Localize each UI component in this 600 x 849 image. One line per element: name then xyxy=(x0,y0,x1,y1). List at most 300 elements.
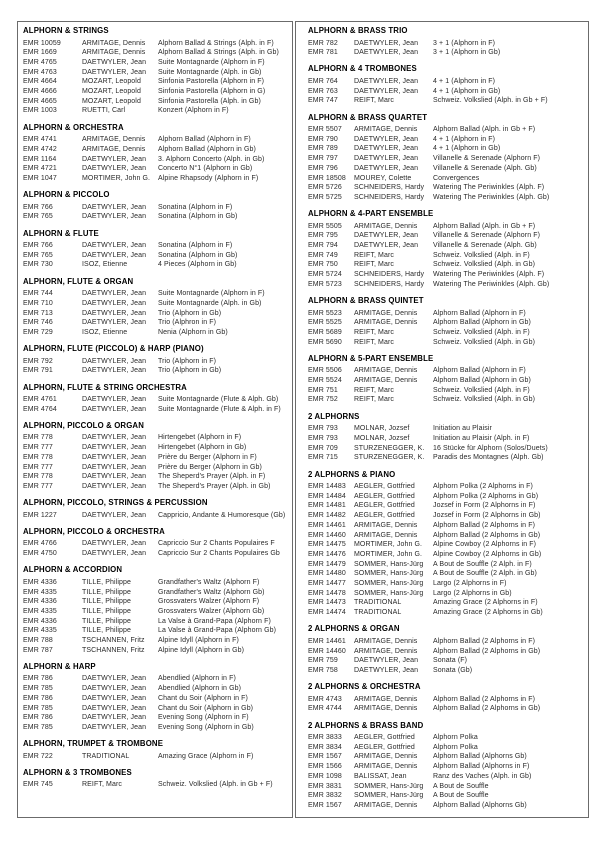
piece-title: Hirtengebet (Alphorn in F) xyxy=(158,434,242,442)
catalog-row xyxy=(23,511,288,521)
piece-title: Villanelle & Serenade (Alph. Gb) xyxy=(433,164,537,172)
composer: TILLE, Philippe xyxy=(82,627,131,635)
catalog-section xyxy=(308,113,584,203)
composer: TSCHANNEN, Fritz xyxy=(82,637,145,645)
composer: ARMITAGE, Dennis xyxy=(354,309,418,317)
catalog-row xyxy=(308,666,584,676)
piece-title: Sonatina (Alphorn in F) xyxy=(158,203,233,211)
emr-number: EMR 1567 xyxy=(308,801,342,809)
emr-number: EMR 787 xyxy=(23,646,53,654)
section-title: ALPHORN, PICCOLO & ORCHESTRA xyxy=(23,526,165,536)
emr-number: EMR 766 xyxy=(23,203,53,211)
emr-number: EMR 793 xyxy=(308,425,338,433)
piece-title: Largo (2 Alphorns in F) xyxy=(433,580,507,588)
catalog-row xyxy=(23,328,288,338)
catalog-row xyxy=(23,607,288,617)
composer: SOMMER, Hans-Jürg xyxy=(354,589,424,597)
composer: BALISSAT, Jean xyxy=(354,772,407,780)
piece-title: Amazing Grace (2 Alphorns in F) xyxy=(433,599,538,607)
composer: DAETWYLER, Jean xyxy=(82,290,147,298)
catalog-row xyxy=(308,801,584,811)
piece-title: Cappricio, Andante & Humoresque (Gb) xyxy=(158,511,286,519)
section-title: ALPHORN & 4-PART ENSEMBLE xyxy=(308,209,434,219)
composer: TILLE, Philippe xyxy=(82,607,131,615)
piece-title: Alphorn Ballad (2 Alphorns in Gb) xyxy=(433,705,541,713)
section-title: ALPHORN, FLUTE & STRING ORCHESTRA xyxy=(23,382,187,392)
emr-number: EMR 794 xyxy=(308,242,338,250)
catalog-row xyxy=(23,780,288,790)
emr-number: EMR 14473 xyxy=(308,599,346,607)
emr-number: EMR 14476 xyxy=(308,550,346,558)
piece-title: Alpine Rhapsody (Alphorn in F) xyxy=(158,174,259,182)
catalog-section xyxy=(308,470,584,618)
section-title: ALPHORN & BRASS TRIO xyxy=(308,26,408,35)
emr-number: EMR 797 xyxy=(308,155,338,163)
composer: DAETWYLER, Jean xyxy=(354,155,419,163)
catalog-row xyxy=(308,608,584,618)
piece-title: Alphorn Polka xyxy=(433,734,478,742)
emr-number: EMR 1567 xyxy=(308,753,342,761)
catalog-row xyxy=(308,386,584,396)
catalog-section xyxy=(23,277,288,338)
composer: ARMITAGE, Dennis xyxy=(354,637,418,645)
piece-title: Amazing Grace (Alphorn in F) xyxy=(158,752,254,760)
composer: MORTIMER, John G. xyxy=(354,550,423,558)
composer: DAETWYLER, Jean xyxy=(82,367,147,375)
emr-number: EMR 765 xyxy=(23,213,53,221)
catalog-row xyxy=(23,68,288,78)
piece-title: Grandfather's Waltz (Alphorn F) xyxy=(158,578,260,586)
composer: SCHNEIDERS, Hardy xyxy=(354,193,425,201)
catalog-row xyxy=(308,328,584,338)
piece-title: Alphorn Ballad (Alph. in Gb + F) xyxy=(433,126,536,134)
catalog-row xyxy=(308,434,584,444)
piece-title: Jozsef in Form (2 Alphorns in F) xyxy=(433,502,536,510)
catalog-row xyxy=(23,617,288,627)
catalog-section xyxy=(308,209,584,289)
emr-number: EMR 4335 xyxy=(23,588,57,596)
catalog-section xyxy=(308,682,584,714)
catalog-row xyxy=(23,482,288,492)
piece-title: The Sheperd's Prayer (Alph. in Gb) xyxy=(158,483,271,490)
piece-title: Watering The Periwinkles (Alph. F) xyxy=(433,184,545,192)
section-title: ALPHORN & STRINGS xyxy=(23,26,109,35)
piece-title: Alphorn Ballad & Strings (Alph. in F) xyxy=(158,39,274,47)
emr-number: EMR 14482 xyxy=(308,512,346,520)
emr-number: EMR 14460 xyxy=(308,647,346,655)
catalog-row xyxy=(308,647,584,657)
catalog-section xyxy=(23,344,288,376)
catalog-row xyxy=(23,723,288,733)
composer: DAETWYLER, Jean xyxy=(82,540,147,548)
piece-title: 16 Stücke für Alphorn (Solos/Duets) xyxy=(433,444,548,452)
catalog-section xyxy=(23,383,288,415)
composer: TILLE, Philippe xyxy=(82,617,131,625)
composer: DAETWYLER, Jean xyxy=(82,714,147,722)
section-title: ALPHORN & PICCOLO xyxy=(23,190,110,200)
piece-title: 3 + 1 (Alphorn in F) xyxy=(433,39,496,47)
piece-title: Initiation au Plaisir xyxy=(433,425,492,433)
piece-title: Alphorn Ballad (2 Alphorns in F) xyxy=(433,695,536,703)
piece-title: 4 + 1 (Alphorn in Gb) xyxy=(433,87,501,95)
piece-title: Alphorn Ballad (Alphorn in F) xyxy=(433,367,526,375)
emr-number: EMR 5725 xyxy=(308,193,342,201)
piece-title: Paradis des Montagnes (Alph. Gb) xyxy=(433,454,544,462)
emr-number: EMR 5724 xyxy=(308,271,342,279)
emr-number: EMR 4336 xyxy=(23,617,57,625)
composer: DAETWYLER, Jean xyxy=(82,165,147,173)
piece-title: 4 + 1 (Alphorn in Gb) xyxy=(433,145,501,153)
composer: MORTIMER, John G. xyxy=(82,174,151,182)
catalog-section xyxy=(308,721,584,811)
composer: MORTIMER, John G. xyxy=(354,541,423,549)
composer: DAETWYLER, Jean xyxy=(354,135,419,143)
emr-number: EMR 778 xyxy=(23,473,53,481)
emr-number: EMR 1669 xyxy=(23,49,57,57)
piece-title: Capriccio Sur 2 Chants Populaires Gb xyxy=(158,550,280,558)
composer: DAETWYLER, Jean xyxy=(82,203,147,211)
piece-title: The Sheperd's Prayer (Alph. in F) xyxy=(158,473,266,481)
piece-title: Trio (Alphorn in Gb) xyxy=(158,367,222,375)
section-title: ALPHORN & ACCORDION xyxy=(23,565,123,575)
emr-number: EMR 4742 xyxy=(23,145,57,153)
emr-number: EMR 4665 xyxy=(23,97,57,105)
emr-number: EMR 1566 xyxy=(308,763,342,771)
emr-number: EMR 10059 xyxy=(23,39,61,47)
catalog-row xyxy=(23,713,288,723)
catalog-row xyxy=(23,39,288,49)
section-title: 2 ALPHORNS & ORGAN xyxy=(308,624,400,634)
emr-number: EMR 785 xyxy=(23,704,53,712)
emr-number: EMR 4664 xyxy=(23,78,57,86)
composer: ARMITAGE, Dennis xyxy=(82,136,146,144)
catalog-row xyxy=(23,260,288,270)
piece-title: Grossvaters Walzer (Alphorn Gb) xyxy=(158,607,265,615)
composer: MOUREY, Colette xyxy=(354,174,412,182)
composer: DAETWYLER, Jean xyxy=(82,463,147,471)
section-title: ALPHORN & 3 TROMBONES xyxy=(23,767,132,777)
catalog-row xyxy=(23,241,288,251)
emr-number: EMR 777 xyxy=(23,483,53,490)
piece-title: Suite Montagnarde (Alphorn in F) xyxy=(158,58,265,66)
emr-number: EMR 4335 xyxy=(23,607,57,615)
emr-number: EMR 14481 xyxy=(308,502,346,510)
catalog-row xyxy=(308,174,584,184)
catalog-row xyxy=(23,472,288,482)
composer: AEGLER, Gottfried xyxy=(354,743,415,751)
composer: DAETWYLER, Jean xyxy=(82,685,147,693)
catalog-row xyxy=(23,289,288,299)
catalog-row xyxy=(308,96,584,106)
emr-number: EMR 4766 xyxy=(23,540,57,548)
composer: DAETWYLER, Jean xyxy=(354,657,419,665)
catalog-row xyxy=(23,463,288,473)
piece-title: Alphorn Ballad (Alphorn in Gb) xyxy=(433,319,531,327)
emr-number: EMR 786 xyxy=(23,714,53,722)
catalog-section xyxy=(308,64,584,106)
piece-title: Evening Song (Alphorn in Gb) xyxy=(158,723,254,731)
emr-number: EMR 777 xyxy=(23,463,53,471)
piece-title: Alphorn Ballad (2 Alphorns in Gb) xyxy=(433,647,541,655)
piece-title: La Valse à Grand-Papa (Alphorn Gb) xyxy=(158,627,277,635)
piece-title: Grandfather's Waltz (Alphorn Gb) xyxy=(158,588,265,596)
emr-number: EMR 14475 xyxy=(308,541,346,549)
catalog-row xyxy=(23,135,288,145)
piece-title: Alphorn Ballad (Alphorns Gb) xyxy=(433,801,527,809)
section-title: ALPHORN, PICCOLO & ORGAN xyxy=(23,420,144,430)
catalog-section xyxy=(308,354,584,405)
composer: TRADITIONAL xyxy=(82,752,130,760)
emr-number: EMR 5726 xyxy=(308,184,342,192)
catalog-section xyxy=(23,190,288,222)
catalog-row xyxy=(308,222,584,232)
composer: ARMITAGE, Dennis xyxy=(354,763,418,771)
composer: MOLNAR, Jozsef xyxy=(354,425,410,433)
piece-title: Sonatina (Alphorn in Gb) xyxy=(158,251,238,259)
emr-number: EMR 1003 xyxy=(23,107,57,115)
catalog-row xyxy=(308,695,584,705)
emr-number: EMR 777 xyxy=(23,444,53,452)
emr-number: EMR 722 xyxy=(23,752,53,760)
piece-title: Jozsef in Form (2 Alphorns in Gb) xyxy=(433,512,541,520)
composer: RUETTI, Carl xyxy=(82,107,126,115)
piece-title: Alphorn Ballad (Alphorn in F) xyxy=(158,136,251,144)
composer: DAETWYLER, Jean xyxy=(82,444,147,452)
composer: SCHNEIDERS, Hardy xyxy=(354,280,425,288)
emr-number: EMR 5523 xyxy=(308,309,342,317)
piece-title: Alphorn Ballad (Alphorn in Gb) xyxy=(433,377,531,385)
composer: TILLE, Philippe xyxy=(82,598,131,606)
emr-number: EMR 744 xyxy=(23,290,53,298)
catalog-row xyxy=(308,231,584,241)
catalog-row xyxy=(308,743,584,753)
composer: DAETWYLER, Jean xyxy=(82,675,147,683)
catalog-row xyxy=(23,309,288,319)
emr-number: EMR 786 xyxy=(23,694,53,702)
catalog-section xyxy=(308,624,584,675)
catalog-row xyxy=(308,395,584,405)
catalog-row xyxy=(23,597,288,607)
composer: TSCHANNEN, Fritz xyxy=(82,646,145,654)
composer: DAETWYLER, Jean xyxy=(354,242,419,250)
catalog-row xyxy=(23,318,288,328)
catalog-section xyxy=(308,412,584,463)
catalog-row xyxy=(308,87,584,97)
emr-number: EMR 14461 xyxy=(308,637,346,645)
catalog-row xyxy=(308,241,584,251)
composer: ARMITAGE, Dennis xyxy=(354,377,418,385)
emr-number: EMR 4336 xyxy=(23,578,57,586)
emr-number: EMR 793 xyxy=(308,434,338,442)
composer: SCHNEIDERS, Hardy xyxy=(354,271,425,279)
catalog-section xyxy=(23,26,288,116)
catalog-row xyxy=(23,155,288,165)
piece-title: Alpine Idyll (Alphorn in Gb) xyxy=(158,646,245,654)
catalog-row xyxy=(23,578,288,588)
catalog-row xyxy=(308,39,584,49)
catalog-row xyxy=(308,366,584,376)
piece-title: Prière du Berger (Alphorn in Gb) xyxy=(158,463,262,471)
catalog-row xyxy=(23,97,288,107)
section-title: ALPHORN, FLUTE (PICCOLO) & HARP (PIANO) xyxy=(23,344,204,354)
composer: ARMITAGE, Dennis xyxy=(354,705,418,713)
piece-title: Chant du Soir (Alphorn in F) xyxy=(158,694,248,702)
catalog-row xyxy=(308,772,584,782)
piece-title: Abendlied (Alphorn in Gb) xyxy=(158,685,242,693)
piece-title: A Bout de Souffle (2 Alph. in Gb) xyxy=(433,570,537,578)
composer: DAETWYLER, Jean xyxy=(82,242,147,250)
composer: TILLE, Philippe xyxy=(82,578,131,586)
emr-number: EMR 710 xyxy=(23,299,53,307)
piece-title: Trio (Alphron in F) xyxy=(158,319,217,327)
catalog-row xyxy=(308,309,584,319)
composer: DAETWYLER, Jean xyxy=(82,58,147,66)
catalog-row xyxy=(23,357,288,367)
catalog-row xyxy=(308,338,584,348)
catalog-row xyxy=(23,366,288,376)
catalog-row xyxy=(308,48,584,58)
piece-title: Alphorn Ballad (Alph. in Gb + F) xyxy=(433,222,536,230)
catalog-row xyxy=(23,58,288,68)
piece-title: Alpine Cowboy (2 Alphorns in Gb) xyxy=(433,550,542,558)
piece-title: A Bout de Souffle xyxy=(433,792,489,800)
composer: DAETWYLER, Jean xyxy=(82,251,147,259)
piece-title: Suite Montagnarde (Flute & Alph. in F) xyxy=(158,405,281,413)
piece-title: Alphorn Ballad (2 Alphorns in Gb) xyxy=(433,531,541,539)
emr-number: EMR 3831 xyxy=(308,782,342,790)
catalog-row xyxy=(308,733,584,743)
piece-title: Alphorn Ballad (2 Alphorns in F) xyxy=(433,521,536,529)
composer: ARMITAGE, Dennis xyxy=(354,753,418,761)
piece-title: Alphorn Ballad (Alphorn in F) xyxy=(433,309,526,317)
section-title: ALPHORN & HARP xyxy=(23,661,96,671)
emr-number: EMR 4336 xyxy=(23,598,57,606)
catalog-section xyxy=(23,229,288,271)
emr-number: EMR 788 xyxy=(23,637,53,645)
composer: DAETWYLER, Jean xyxy=(354,77,419,85)
composer: REIFT, Marc xyxy=(354,386,394,394)
catalog-row xyxy=(308,589,584,599)
catalog-row xyxy=(308,270,584,280)
composer: TRADITIONAL xyxy=(354,609,402,617)
catalog-row xyxy=(308,280,584,290)
composer: DAETWYLER, Jean xyxy=(354,39,419,47)
emr-number: EMR 14460 xyxy=(308,531,346,539)
catalog-row xyxy=(23,212,288,222)
catalog-row xyxy=(308,135,584,145)
piece-title: Schweiz. Volkslied (Alph. in Gb + F) xyxy=(433,97,548,105)
emr-number: EMR 4750 xyxy=(23,550,57,558)
catalog-row xyxy=(308,144,584,154)
piece-title: 4 + 1 (Alphorn in F) xyxy=(433,77,496,85)
emr-number: EMR 749 xyxy=(308,251,338,259)
piece-title: Schweiz. Volkslied (Alph. in F) xyxy=(433,328,530,336)
composer: ARMITAGE, Dennis xyxy=(82,145,146,153)
composer: DAETWYLER, Jean xyxy=(82,319,147,327)
catalog-row xyxy=(23,704,288,714)
catalog-row xyxy=(23,443,288,453)
catalog-row xyxy=(308,492,584,502)
composer: DAETWYLER, Jean xyxy=(82,453,147,461)
composer: DAETWYLER, Jean xyxy=(354,232,419,240)
piece-title: Alphorn Polka (2 Alphorns in Gb) xyxy=(433,492,539,500)
catalog-row xyxy=(308,521,584,531)
piece-title: Alphorn Polka (2 Alphorns in F) xyxy=(433,483,533,490)
catalog-row xyxy=(23,77,288,87)
catalog-row xyxy=(23,145,288,155)
section-title: ALPHORN & FLUTE xyxy=(23,228,99,238)
piece-title: Watering The Periwinkles (Alph. Gb) xyxy=(433,280,550,288)
piece-title: Alphorn Ballad (Alphorns in F) xyxy=(433,763,530,771)
piece-title: Watering The Periwinkles (Alph. F) xyxy=(433,271,545,279)
piece-title: Alphorn Ballad & Strings (Alph. in Gb) xyxy=(158,49,279,57)
emr-number: EMR 747 xyxy=(308,97,338,105)
composer: DAETWYLER, Jean xyxy=(82,473,147,481)
section-title: ALPHORN, TRUMPET & TROMBONE xyxy=(23,739,164,749)
composer: DAETWYLER, Jean xyxy=(354,164,419,172)
catalog-row xyxy=(23,395,288,405)
emr-number: EMR 5723 xyxy=(308,280,342,288)
catalog-row xyxy=(308,251,584,261)
emr-number: EMR 5525 xyxy=(308,319,342,327)
composer: REIFT, Marc xyxy=(354,396,394,404)
composer: ARMITAGE, Dennis xyxy=(354,521,418,529)
section-title: ALPHORN & ORCHESTRA xyxy=(23,122,124,132)
composer: DAETWYLER, Jean xyxy=(82,68,147,76)
catalog-page xyxy=(17,21,589,818)
section-title: 2 ALPHORNS & ORCHESTRA xyxy=(308,682,421,692)
composer: SCHNEIDERS, Hardy xyxy=(354,184,425,192)
catalog-row xyxy=(308,77,584,87)
catalog-row xyxy=(308,125,584,135)
emr-number: EMR 782 xyxy=(308,39,338,47)
catalog-row xyxy=(308,579,584,589)
catalog-row xyxy=(308,637,584,647)
composer: ARMITAGE, Dennis xyxy=(354,222,418,230)
composer: REIFT, Marc xyxy=(354,97,394,105)
emr-number: EMR 14461 xyxy=(308,521,346,529)
catalog-section xyxy=(308,26,584,58)
catalog-row xyxy=(308,704,584,714)
piece-title: Capriccio Sur 2 Chants Populaires F xyxy=(158,540,275,548)
catalog-row xyxy=(308,501,584,511)
composer: REIFT, Marc xyxy=(82,781,122,789)
emr-number: EMR 14479 xyxy=(308,560,346,568)
piece-title: Trio (Alphorn in F) xyxy=(158,357,217,365)
catalog-row xyxy=(23,405,288,415)
section-title: 2 ALPHORNS & BRASS BAND xyxy=(308,720,424,730)
emr-number: EMR 758 xyxy=(308,666,338,674)
catalog-row xyxy=(23,174,288,184)
composer: ARMITAGE, Dennis xyxy=(354,695,418,703)
catalog-row xyxy=(308,376,584,386)
catalog-row xyxy=(308,598,584,608)
catalog-row xyxy=(23,626,288,636)
composer: DAETWYLER, Jean xyxy=(82,155,147,163)
emr-number: EMR 5524 xyxy=(308,377,342,385)
composer: SOMMER, Hans-Jürg xyxy=(354,560,424,568)
composer: ARMITAGE, Dennis xyxy=(354,126,418,134)
piece-title: Prière du Berger (Alphorn in F) xyxy=(158,453,257,461)
emr-number: EMR 5690 xyxy=(308,338,342,346)
piece-title: Sonatina (Alphorn in F) xyxy=(158,242,233,250)
composer: DAETWYLER, Jean xyxy=(82,299,147,307)
emr-number: EMR 4763 xyxy=(23,68,57,76)
piece-title: Schweiz. Volkslied (Alph. in Gb) xyxy=(433,338,536,346)
emr-number: EMR 14484 xyxy=(308,492,346,500)
catalog-row xyxy=(308,164,584,174)
composer: ARMITAGE, Dennis xyxy=(354,319,418,327)
